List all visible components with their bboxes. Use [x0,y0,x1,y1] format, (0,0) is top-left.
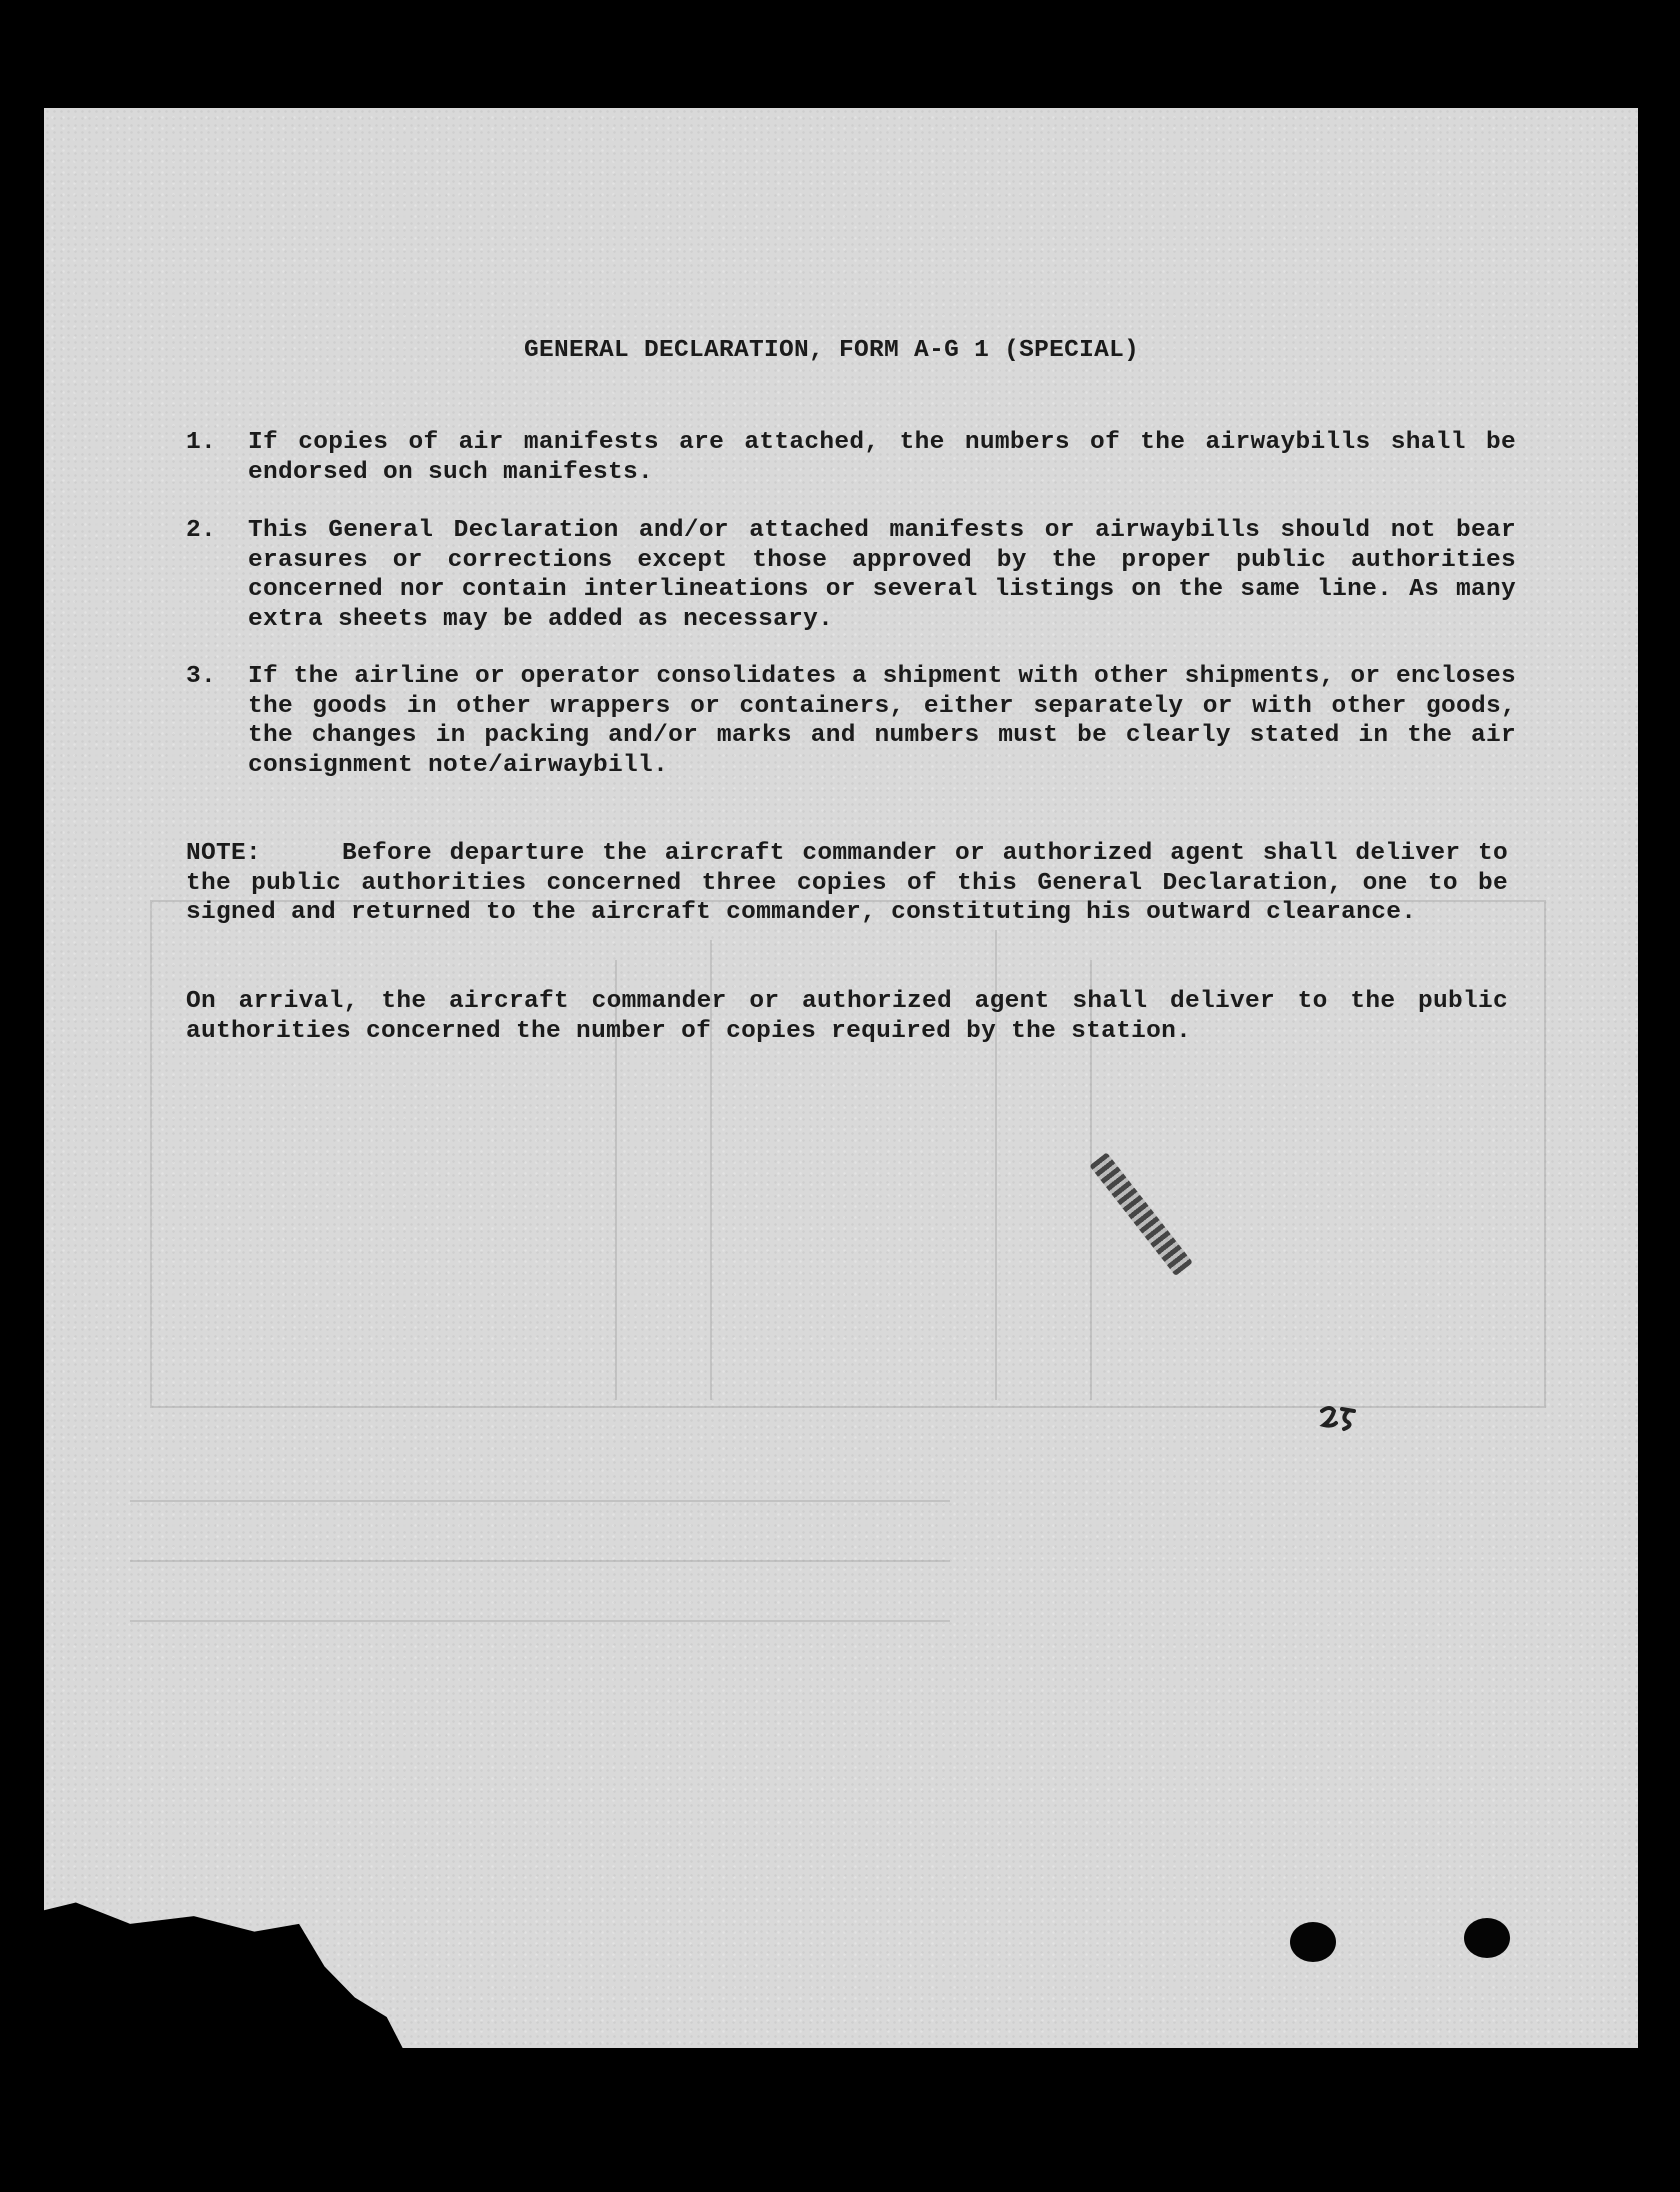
page-title: GENERAL DECLARATION, FORM A-G 1 (SPECIAL) [524,337,1140,364]
show-through-box [150,900,1546,1408]
instruction-item-3 [186,662,1516,780]
note-paragraph [186,839,1508,928]
instruction-item-2 [186,516,1516,634]
note-label: NOTE: [186,840,262,867]
show-through-rule [130,1560,950,1562]
instruction-item-1 [186,428,1516,487]
item-text: If the airline or operator consolidates a shipment with other shipments, or encloses the goods in other wrappers or containers, either separately or with other goods, the changes in packing and/or marks and numbers must be clearly stated in the air consignment note/airwaybill. [248,663,1516,779]
punch-hole [1290,1922,1336,1962]
show-through-rule [130,1620,950,1622]
item-number: 2. [186,517,217,544]
item-text: If copies of air manifests are attached, the numbers of the airwaybills shall be endorsed on such manifests. [248,429,1516,486]
item-number: 3. [186,663,217,690]
item-text: This General Declaration and/or attached manifests or airwaybills should not bear erasures or corrections except those approved by the proper public authorities concerned nor contain interlineations or several listings on the same line. As many extra sheets may be added as necessary. [248,517,1516,633]
item-number: 1. [186,429,217,456]
arrival-paragraph: On arrival, the aircraft commander or authorized agent shall deliver to the public authorities concerned the number of copies required by the station. [186,988,1508,1045]
handwritten-mark [1318,1403,1360,1433]
punch-hole [1464,1918,1510,1958]
note-text: Before departure the aircraft commander or authorized agent shall deliver to the public authorities concerned three copies of this General Declaration, one to be signed and returned to the aircraft commander, constituting his outward clearance. [186,840,1508,926]
show-through-rule [130,1500,950,1502]
